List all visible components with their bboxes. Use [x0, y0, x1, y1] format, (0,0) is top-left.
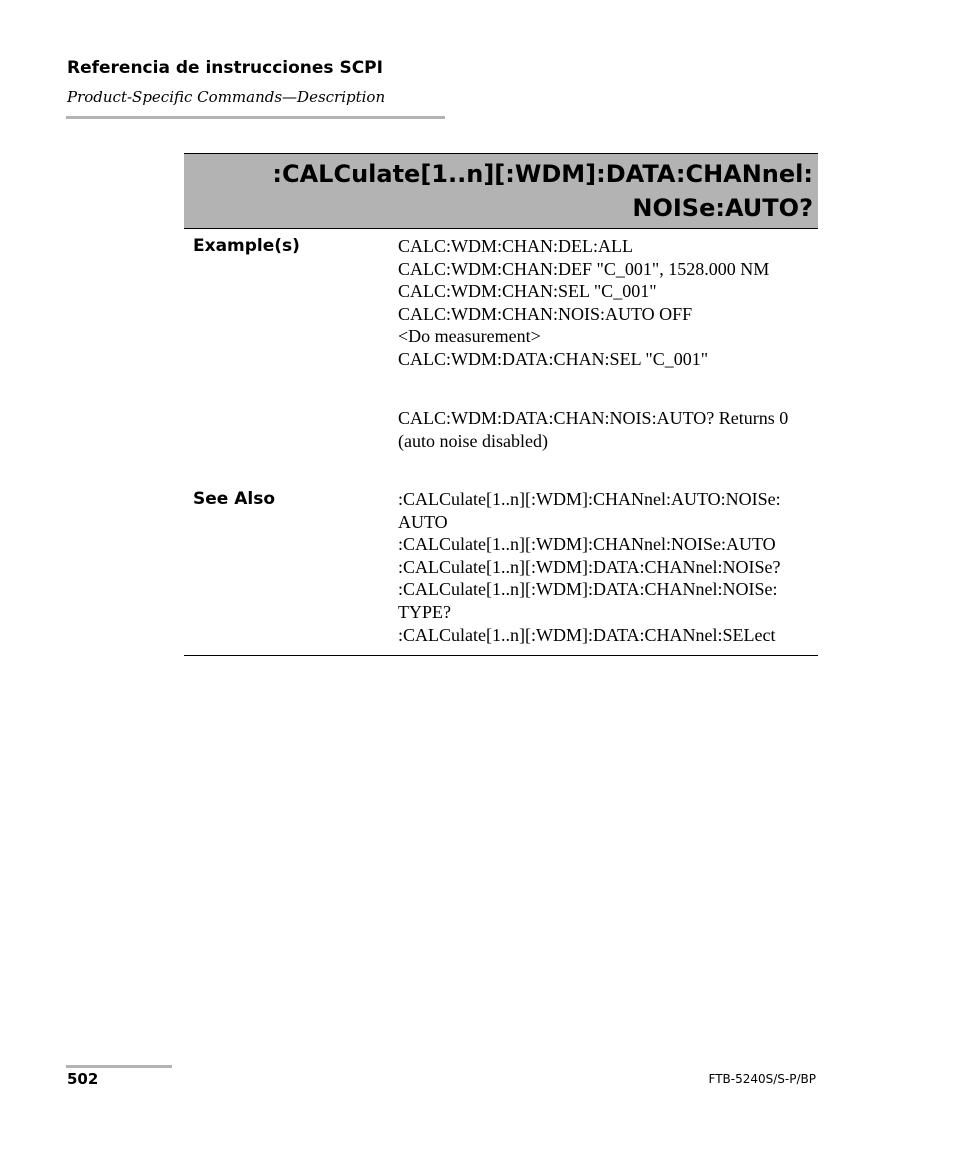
running-header-subtitle: Product-Specific Commands—Description — [67, 88, 386, 106]
examples-label: Example(s) — [193, 236, 300, 256]
footer-rule — [66, 1065, 172, 1068]
command-heading-box — [184, 153, 818, 229]
examples-result-text — [398, 407, 818, 452]
example-result-line: (auto noise disabled) — [398, 430, 548, 451]
header-rule — [66, 116, 445, 119]
see-also-line: :CALCulate[1..n][:WDM]:DATA:CHANnel:SELect — [398, 624, 776, 645]
see-also-line: :CALCulate[1..n][:WDM]:CHANnel:NOISe:AUTO — [398, 534, 776, 555]
see-also-line: AUTO — [398, 511, 448, 532]
example-line: CALC:WDM:CHAN:NOIS:AUTO OFF — [398, 303, 693, 324]
see-also-line: :CALCulate[1..n][:WDM]:DATA:CHANnel:NOISe: — [398, 579, 778, 600]
command-title-line-2: NOISe:AUTO? — [632, 194, 813, 222]
command-title — [272, 157, 813, 225]
page-number: 502 — [67, 1070, 99, 1088]
running-header-title: Referencia de instrucciones SCPI — [67, 58, 383, 78]
see-also-text — [398, 488, 818, 646]
see-also-line: TYPE? — [398, 601, 451, 622]
example-line: CALC:WDM:DATA:CHAN:SEL "C_001" — [398, 348, 709, 369]
example-line: CALC:WDM:CHAN:DEF "C_001", 1528.000 NM — [398, 258, 770, 279]
product-model: FTB-5240S/S-P/BP — [708, 1072, 816, 1086]
see-also-line: :CALCulate[1..n][:WDM]:DATA:CHANnel:NOISe? — [398, 556, 781, 577]
see-also-label: See Also — [193, 489, 276, 509]
command-title-line-1: :CALCulate[1..n][:WDM]:DATA:CHANnel: — [272, 160, 813, 188]
example-line: CALC:WDM:CHAN:DEL:ALL — [398, 236, 633, 256]
table-bottom-rule — [184, 655, 818, 656]
see-also-line: :CALCulate[1..n][:WDM]:CHANnel:AUTO:NOISe: — [398, 489, 781, 509]
example-result-line: CALC:WDM:DATA:CHAN:NOIS:AUTO? Returns 0 — [398, 408, 789, 428]
example-line: <Do measurement> — [398, 326, 541, 347]
examples-text — [398, 235, 818, 371]
example-line: CALC:WDM:CHAN:SEL "C_001" — [398, 281, 657, 302]
